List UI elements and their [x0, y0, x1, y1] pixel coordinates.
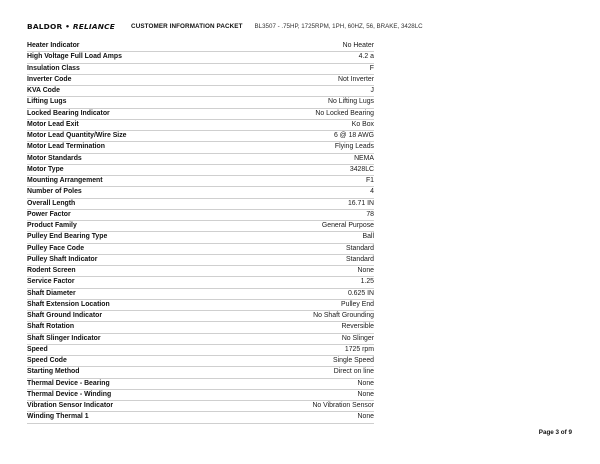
spec-value: 4	[241, 187, 374, 198]
spec-value: No Shaft Grounding	[241, 311, 374, 322]
spec-value: 4.2 a	[241, 52, 374, 63]
spec-row	[27, 322, 374, 333]
spec-value: Not Inverter	[241, 74, 374, 85]
spec-value: 1725 rpm	[241, 344, 374, 355]
spec-table	[27, 41, 374, 424]
spec-value: No Slinger	[241, 333, 374, 344]
spec-value: No Heater	[241, 41, 374, 52]
spec-row	[27, 108, 374, 119]
spec-label: Shaft Extension Location	[27, 299, 241, 310]
spec-label: Rodent Screen	[27, 266, 241, 277]
spec-label: Shaft Rotation	[27, 322, 241, 333]
product-subtitle: BL3507 - .75HP, 1725RPM, 1PH, 60HZ, 56, BRAKE, 3428LC	[254, 22, 423, 30]
spec-value: Direct on line	[241, 367, 374, 378]
spec-value: 6 @ 18 AWG	[241, 131, 374, 142]
spec-label: Motor Lead Exit	[27, 119, 241, 130]
packet-title: CUSTOMER INFORMATION PACKET	[131, 22, 243, 30]
spec-row	[27, 232, 374, 243]
spec-value: None	[241, 412, 374, 423]
spec-value: 16.71 IN	[241, 198, 374, 209]
spec-row	[27, 288, 374, 299]
spec-label: Thermal Device - Winding	[27, 389, 241, 400]
spec-row	[27, 142, 374, 153]
spec-value: NEMA	[241, 153, 374, 164]
spec-label: Motor Type	[27, 164, 241, 175]
spec-value: No Lifting Lugs	[241, 97, 374, 108]
brand-logo: BALDOR • RELIANCE	[27, 21, 116, 31]
spec-row	[27, 378, 374, 389]
spec-label: Product Family	[27, 221, 241, 232]
spec-value: None	[241, 378, 374, 389]
spec-label: Thermal Device - Bearing	[27, 378, 241, 389]
spec-label: Shaft Ground Indicator	[27, 311, 241, 322]
spec-value: None	[241, 389, 374, 400]
spec-label: Motor Standards	[27, 153, 241, 164]
spec-label: KVA Code	[27, 86, 241, 97]
spec-value: Flying Leads	[241, 142, 374, 153]
spec-row	[27, 333, 374, 344]
spec-label: Locked Bearing Indicator	[27, 108, 241, 119]
spec-label: Inverter Code	[27, 74, 241, 85]
spec-value: Standard	[241, 243, 374, 254]
spec-value: F1	[241, 176, 374, 187]
spec-label: Motor Lead Quantity/Wire Size	[27, 131, 241, 142]
spec-row	[27, 401, 374, 412]
document-header	[27, 19, 587, 33]
spec-label: Number of Poles	[27, 187, 241, 198]
spec-row	[27, 52, 374, 63]
spec-label: Vibration Sensor Indicator	[27, 401, 241, 412]
spec-row	[27, 119, 374, 130]
spec-row	[27, 63, 374, 74]
spec-row	[27, 153, 374, 164]
spec-label: Speed Code	[27, 356, 241, 367]
spec-value: General Purpose	[241, 221, 374, 232]
spec-label: Motor Lead Termination	[27, 142, 241, 153]
spec-value: Reversible	[241, 322, 374, 333]
spec-row	[27, 131, 374, 142]
spec-row	[27, 209, 374, 220]
spec-label: Service Factor	[27, 277, 241, 288]
spec-row	[27, 97, 374, 108]
spec-value: J	[241, 86, 374, 97]
spec-row	[27, 344, 374, 355]
spec-value: 3428LC	[241, 164, 374, 175]
spec-row	[27, 176, 374, 187]
spec-label: Starting Method	[27, 367, 241, 378]
spec-label: Shaft Slinger Indicator	[27, 333, 241, 344]
spec-value: No Vibration Sensor	[241, 401, 374, 412]
spec-row	[27, 367, 374, 378]
spec-row	[27, 277, 374, 288]
spec-row	[27, 254, 374, 265]
spec-value: No Locked Bearing	[241, 108, 374, 119]
spec-label: Overall Length	[27, 198, 241, 209]
spec-row	[27, 299, 374, 310]
spec-row	[27, 198, 374, 209]
spec-row	[27, 164, 374, 175]
spec-label: Speed	[27, 344, 241, 355]
spec-value: 1.25	[241, 277, 374, 288]
spec-row	[27, 311, 374, 322]
spec-label: Shaft Diameter	[27, 288, 241, 299]
spec-label: Lifting Lugs	[27, 97, 241, 108]
spec-label: Pulley Face Code	[27, 243, 241, 254]
spec-label: Pulley End Bearing Type	[27, 232, 241, 243]
spec-value: F	[241, 63, 374, 74]
spec-value: 0.625 IN	[241, 288, 374, 299]
spec-row	[27, 389, 374, 400]
spec-row	[27, 412, 374, 423]
page-number: Page 3 of 9	[538, 429, 572, 436]
spec-value: Ko Box	[241, 119, 374, 130]
spec-row	[27, 356, 374, 367]
spec-value: Standard	[241, 254, 374, 265]
spec-value: Pulley End	[241, 299, 374, 310]
spec-row	[27, 221, 374, 232]
spec-label: Heater Indicator	[27, 41, 241, 52]
spec-label: Power Factor	[27, 209, 241, 220]
spec-value: None	[241, 266, 374, 277]
spec-row	[27, 266, 374, 277]
spec-value: Ball	[241, 232, 374, 243]
spec-row	[27, 243, 374, 254]
spec-label: Mounting Arrangement	[27, 176, 241, 187]
spec-row	[27, 187, 374, 198]
spec-table-body	[27, 41, 374, 423]
spec-label: High Voltage Full Load Amps	[27, 52, 241, 63]
spec-row	[27, 86, 374, 97]
spec-row	[27, 74, 374, 85]
spec-row	[27, 41, 374, 52]
spec-value: Single Speed	[241, 356, 374, 367]
spec-label: Pulley Shaft Indicator	[27, 254, 241, 265]
spec-label: Insulation Class	[27, 63, 241, 74]
spec-label: Winding Thermal 1	[27, 412, 241, 423]
spec-value: 78	[241, 209, 374, 220]
